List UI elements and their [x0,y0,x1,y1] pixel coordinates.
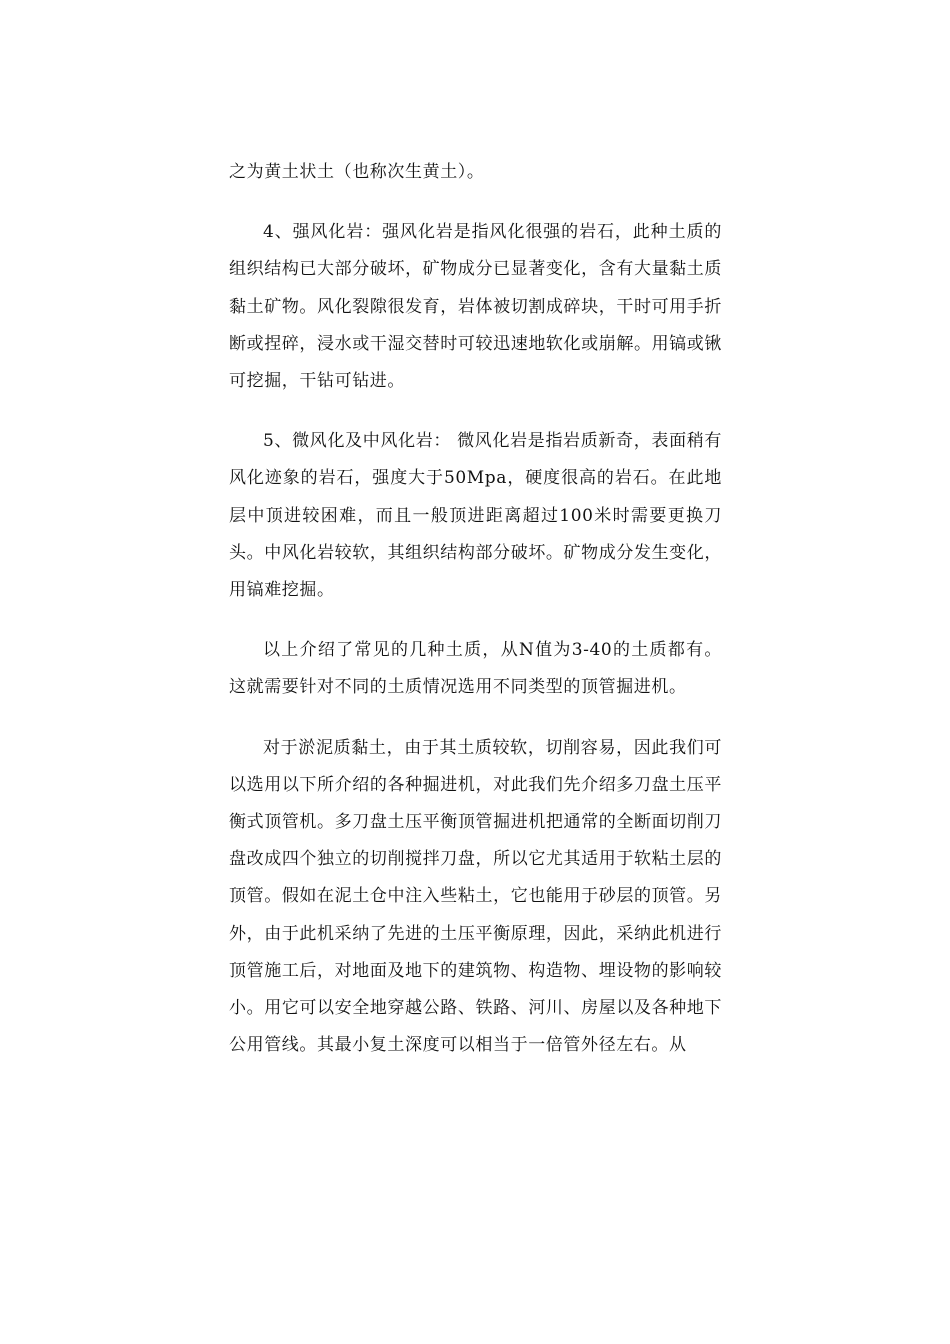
paragraph-slightly-moderately-weathered-rock: 5、微风化及中风化岩： 微风化岩是指岩质新奇，表面稍有风化迹象的岩石，强度大于50Mpa，硬度很高的岩石。在此地层中顶进较困难，而且一般顶进距离超过100米时需要更换刀头。中风化岩较软，其组织结构部分破坏。矿物成分发生变化，用镐难挖掘。 [229,431,722,601]
paragraph-continuation: 之为黄土状土（也称次生黄土）。 [229,162,485,182]
paragraph-soil-summary: 以上介绍了常见的几种土质，从N值为3-40的土质都有。这就需要针对不同的土质情况选用不同类型的顶管掘进机。 [229,640,723,698]
document-body [229,154,722,1087]
paragraph-silty-clay-machine: 对于淤泥质黏土，由于其土质较软，切削容易，因此我们可以选用以下所介绍的各种掘进机，对此我们先介绍多刀盘土压平衡式顶管机。多刀盘土压平衡顶管掘进机把通常的全断面切削刀盘改成四个独立的切削搅拌刀盘，所以它尤其适用于软粘土层的顶管。假如在泥土仓中注入些粘土，它也能用于砂层的顶管。另外，由于此机采纳了先进的土压平衡原理，因此，采纳此机进行顶管施工后，对地面及地下的建筑物、构造物、埋设物的影响较小。用它可以安全地穿越公路、铁路、河川、房屋以及各种地下公用管线。其最小复土深度可以相当于一倍管外径左右。从 [229,737,722,1056]
paragraph-strongly-weathered-rock: 4、强风化岩：强风化岩是指风化很强的岩石，此种土质的组织结构已大部分破坏，矿物成分已显著变化，含有大量黏土质黏土矿物。风化裂隙很发育，岩体被切割成碎块，干时可用手折断或捏碎，浸水或干湿交替时可较迅速地软化或崩解。用镐或锹可挖掘，干钻可钻进。 [229,222,722,392]
